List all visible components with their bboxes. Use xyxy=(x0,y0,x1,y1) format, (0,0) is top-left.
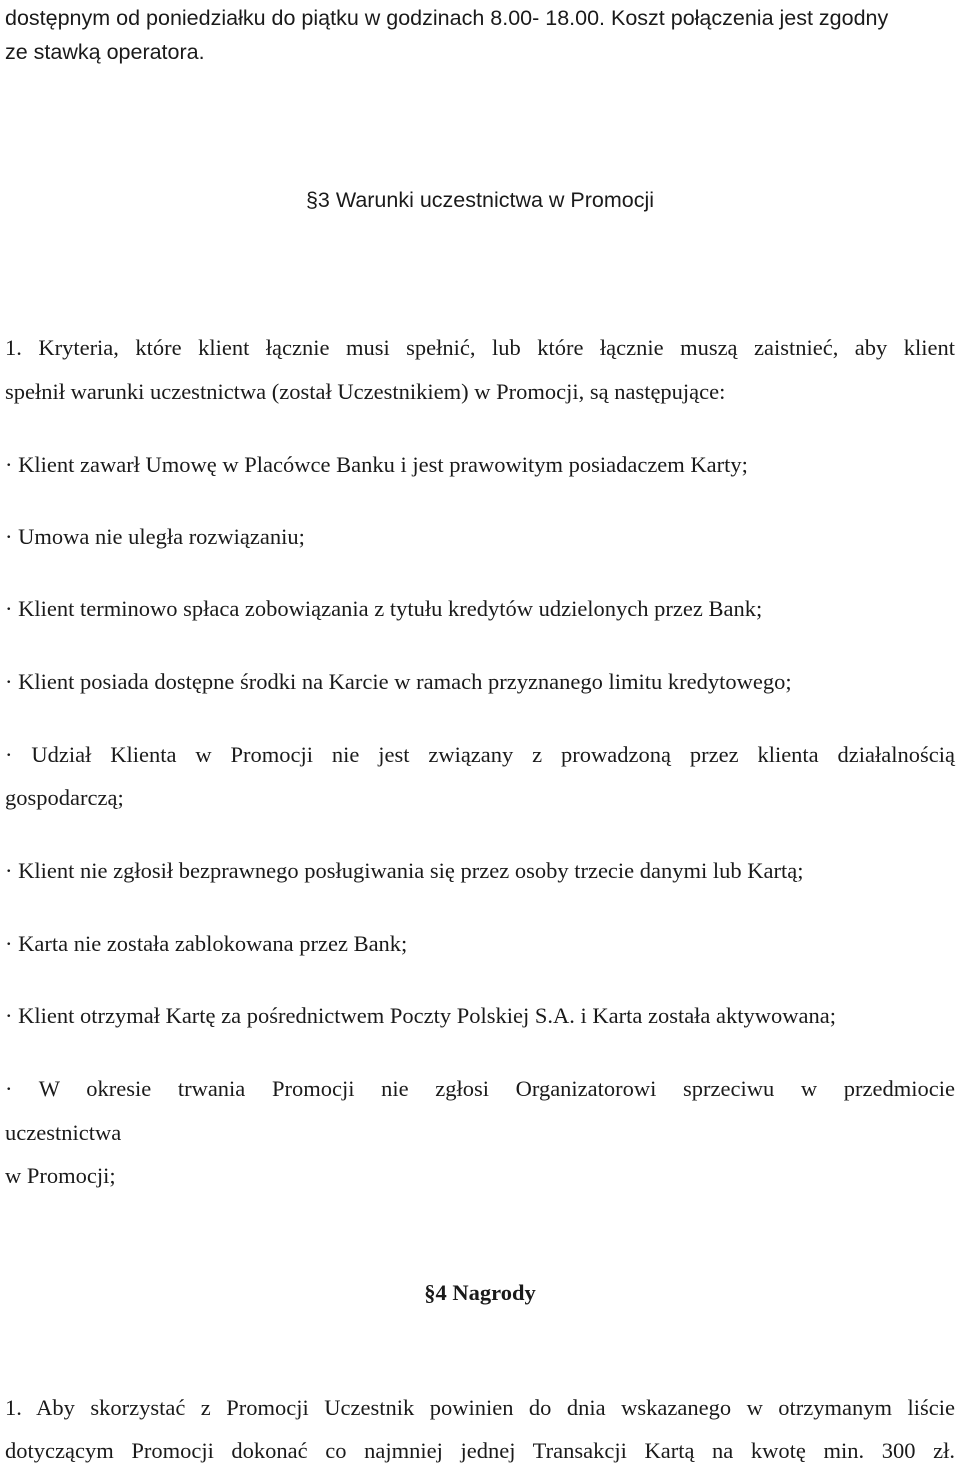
section-4-paragraph-line-2: dotyczącym Promocji dokonać co najmniej jednej Transakcji Kartą na kwotę min. 300 zł. xyxy=(5,1438,955,1463)
intro-line-1: dostępnym od poniedziałku do piątku w godzinach 8.00- 18.00. Koszt połączenia jest zgodny xyxy=(5,6,889,30)
criteria-item-continuation: w Promocji; xyxy=(5,1163,116,1188)
criteria-item-continuation: gospodarczą; xyxy=(5,785,124,810)
criteria-item: · Klient terminowo spłaca zobowiązania z tytułu kredytów udzielonych przez Bank; xyxy=(5,596,763,621)
criteria-item: · Klient zawarł Umowę w Placówce Banku i jest prawowitym posiadaczem Karty; xyxy=(5,452,748,477)
section-4-paragraph-line-1: 1. Aby skorzystać z Promocji Uczestnik powinien do dnia wskazanego w otrzymanym liście xyxy=(5,1395,955,1420)
criteria-item: · Umowa nie uległa rozwiązaniu; xyxy=(5,524,305,549)
section-4-heading: §4 Nagrody xyxy=(424,1280,536,1305)
criteria-item: · Karta nie została zablokowana przez Bank; xyxy=(5,931,408,956)
criteria-item: · Klient posiada dostępne środki na Karcie w ramach przyznanego limitu kredytowego; xyxy=(5,669,792,694)
criteria-item: · Udział Klienta w Promocji nie jest związany z prowadzoną przez klienta działalnością xyxy=(5,742,955,767)
criteria-item: · Klient nie zgłosił bezprawnego posługiwania się przez osoby trzecie danymi lub Kartą; xyxy=(5,858,804,883)
criteria-item-continuation: uczestnictwa xyxy=(5,1120,122,1145)
intro-line-2: ze stawką operatora. xyxy=(5,40,205,64)
section-3-paragraph-line-2: spełnił warunki uczestnictwa (został Uczestnikiem) w Promocji, są następujące: xyxy=(5,379,726,404)
criteria-item: · W okresie trwania Promocji nie zgłosi Organizatorowi sprzeciwu w przedmiocie xyxy=(5,1076,955,1101)
criteria-item: · Klient otrzymał Kartę za pośrednictwem Poczty Polskiej S.A. i Karta została aktywowana; xyxy=(5,1003,837,1028)
section-3-heading: §3 Warunki uczestnictwa w Promocji xyxy=(305,188,655,212)
section-3-paragraph-line-1: 1. Kryteria, które klient łącznie musi spełnić, lub które łącznie muszą zaistnieć, aby klient xyxy=(5,335,955,360)
